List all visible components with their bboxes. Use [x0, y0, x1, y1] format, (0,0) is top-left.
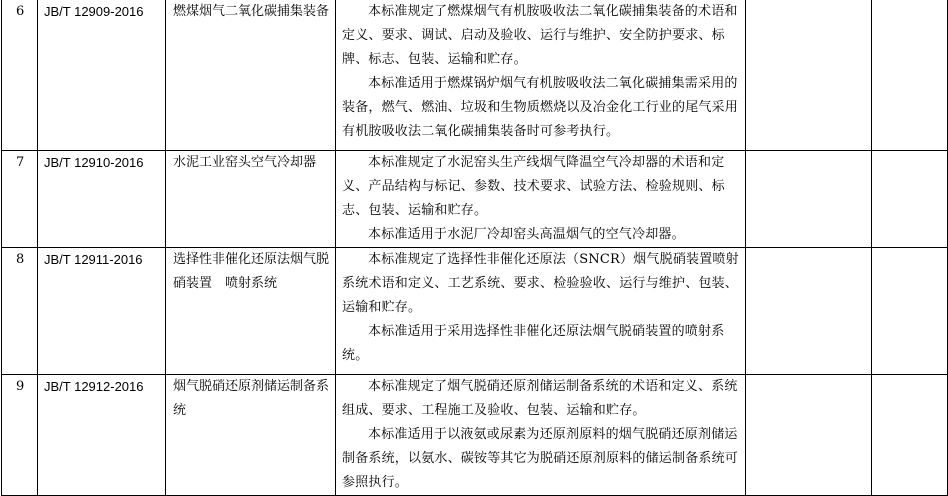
- standard-scope: [336, 0, 746, 151]
- scope-paragraph: 本标准适用于采用选择性非催化还原法烟气脱硝装置的喷射系统。: [342, 324, 725, 363]
- scope-paragraph: 本标准规定了水泥窑头生产线烟气降温空气冷却器的术语和定义、产品结构与标记、参数、技术要求、试验方法、检验规则、标志、包装、运输和贮存。: [342, 155, 725, 218]
- standard-scope: [336, 248, 746, 375]
- standard-name: 燃煤烟气二氧化碳捕集装备: [166, 0, 336, 151]
- standard-name: 烟气脱硝还原剂储运制备系统: [166, 375, 336, 496]
- standard-code: JB/T 12912-2016: [38, 375, 166, 496]
- empty-cell: [746, 0, 872, 151]
- scope-paragraph: 本标准适用于燃煤锅炉烟气有机胺吸收法二氧化碳捕集需采用的装备，燃气、燃油、垃圾和生物质燃烧以及冶金化工行业的尾气采用有机胺吸收法二氧化碳捕集装备时可参考执行。: [342, 76, 739, 139]
- scope-paragraph: 本标准规定了燃煤烟气有机胺吸收法二氧化碳捕集装备的术语和定义、要求、调试、启动及验收、运行与维护、安全防护要求、标牌、标志、包装、运输和贮存。: [342, 4, 738, 67]
- table-row: [2, 151, 948, 248]
- standard-code: JB/T 12910-2016: [38, 151, 166, 248]
- empty-cell: [746, 248, 872, 375]
- scope-paragraph: 本标准适用于水泥厂冷却窑头高温烟气的空气冷却器。: [368, 227, 685, 242]
- standard-scope: [336, 151, 746, 248]
- standards-table: [1, 0, 948, 496]
- empty-cell: [746, 151, 872, 248]
- empty-cell: [746, 375, 872, 496]
- scope-paragraph: 本标准适用于以液氨或尿素为还原剂原料的烟气脱硝还原剂储运制备系统，以氨水、碳铵等其它为脱硝还原剂原料的储运制备系统可参照执行。: [342, 427, 739, 490]
- scope-paragraph: 本标准规定了选择性非催化还原法（SNCR）烟气脱硝装置喷射系统术语和定义、工艺系统、要求、检验验收、运行与维护、包装、运输和贮存。: [342, 252, 739, 315]
- row-number: 6: [2, 0, 38, 151]
- row-number: 9: [2, 375, 38, 496]
- empty-cell: [872, 0, 948, 151]
- standard-name: 选择性非催化还原法烟气脱硝装置 喷射系统: [166, 248, 336, 375]
- table-row: [2, 375, 948, 496]
- row-number: 8: [2, 248, 38, 375]
- standard-name: 水泥工业窑头空气冷却器: [166, 151, 336, 248]
- standard-code: JB/T 12911-2016: [38, 248, 166, 375]
- empty-cell: [872, 375, 948, 496]
- standard-code: JB/T 12909-2016: [38, 0, 166, 151]
- empty-cell: [872, 248, 948, 375]
- empty-cell: [872, 151, 948, 248]
- standard-scope: [336, 375, 746, 496]
- row-number: 7: [2, 151, 38, 248]
- scope-paragraph: 本标准规定了烟气脱硝还原剂储运制备系统的术语和定义、系统组成、要求、工程施工及验收、包装、运输和贮存。: [342, 379, 738, 418]
- table-row: [2, 248, 948, 375]
- table-row: [2, 0, 948, 151]
